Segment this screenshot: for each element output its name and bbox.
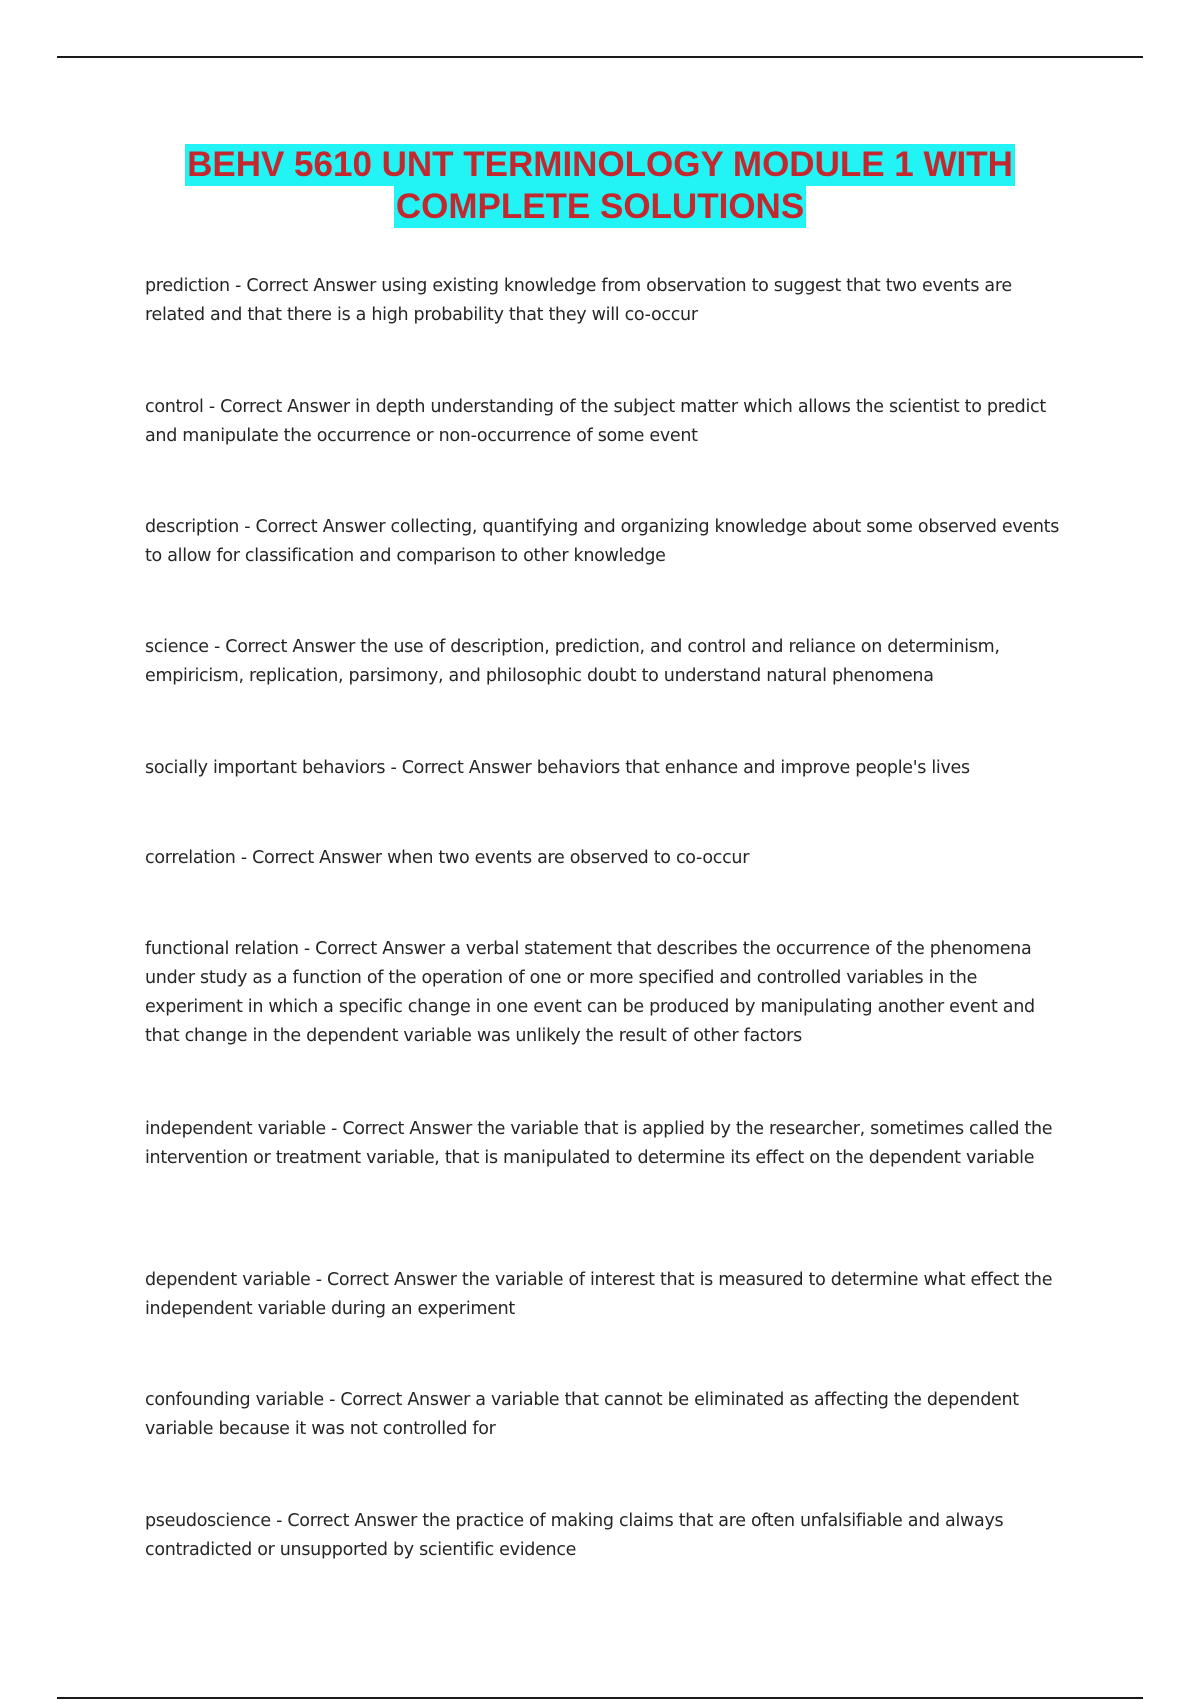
term-entry-prediction: prediction - Correct Answer using existing knowledge from observation to suggest that two events are related and that there is a high probability that they will co-occur xyxy=(145,275,1012,325)
term-entry-functional-relation: functional relation - Correct Answer a verbal statement that describes the occurrence of the phenomena under study as a function of the operation of one or more specified and controlled variables in the experiment in which a specific change in one event can be produced by manipulating another event and that change in the dependent variable was unlikely the result of other factors xyxy=(145,938,1035,1046)
term-entry-correlation: correlation - Correct Answer when two events are observed to co-occur xyxy=(145,847,750,868)
term-entry-control: control - Correct Answer in depth understanding of the subject matter which allows the scientist to predict and manipulate the occurrence or non-occurrence of some event xyxy=(145,396,1046,446)
term-entry-confounding-variable: confounding variable - Correct Answer a variable that cannot be eliminated as affecting the dependent variable because it was not controlled for xyxy=(145,1389,1019,1439)
term-entry-pseudoscience: pseudoscience - Correct Answer the practice of making claims that are often unfalsifiable and always contradicted or unsupported by scientific evidence xyxy=(145,1510,1004,1560)
document-title xyxy=(0,144,1200,228)
top-horizontal-rule xyxy=(57,56,1143,58)
term-entry-socially-important-behaviors: socially important behaviors - Correct Answer behaviors that enhance and improve people's lives xyxy=(145,757,970,778)
term-entry-description: description - Correct Answer collecting, quantifying and organizing knowledge about some observed events to allow for classification and comparison to other knowledge xyxy=(145,516,1060,566)
term-entry-dependent-variable: dependent variable - Correct Answer the variable of interest that is measured to determine what effect the independent variable during an experiment xyxy=(145,1269,1053,1319)
bottom-horizontal-rule xyxy=(57,1697,1143,1699)
title-line-1: BEHV 5610 UNT TERMINOLOGY MODULE 1 WITH xyxy=(187,145,1013,184)
term-entry-independent-variable: independent variable - Correct Answer the variable that is applied by the researcher, sometimes called the intervention or treatment variable, that is manipulated to determine its effect on the dependent variable xyxy=(145,1118,1053,1168)
term-entry-science: science - Correct Answer the use of description, prediction, and control and reliance on determinism, empiricism, replication, parsimony, and philosophic doubt to understand natural phenomena xyxy=(145,636,1000,686)
title-line-2: COMPLETE SOLUTIONS xyxy=(395,187,805,226)
